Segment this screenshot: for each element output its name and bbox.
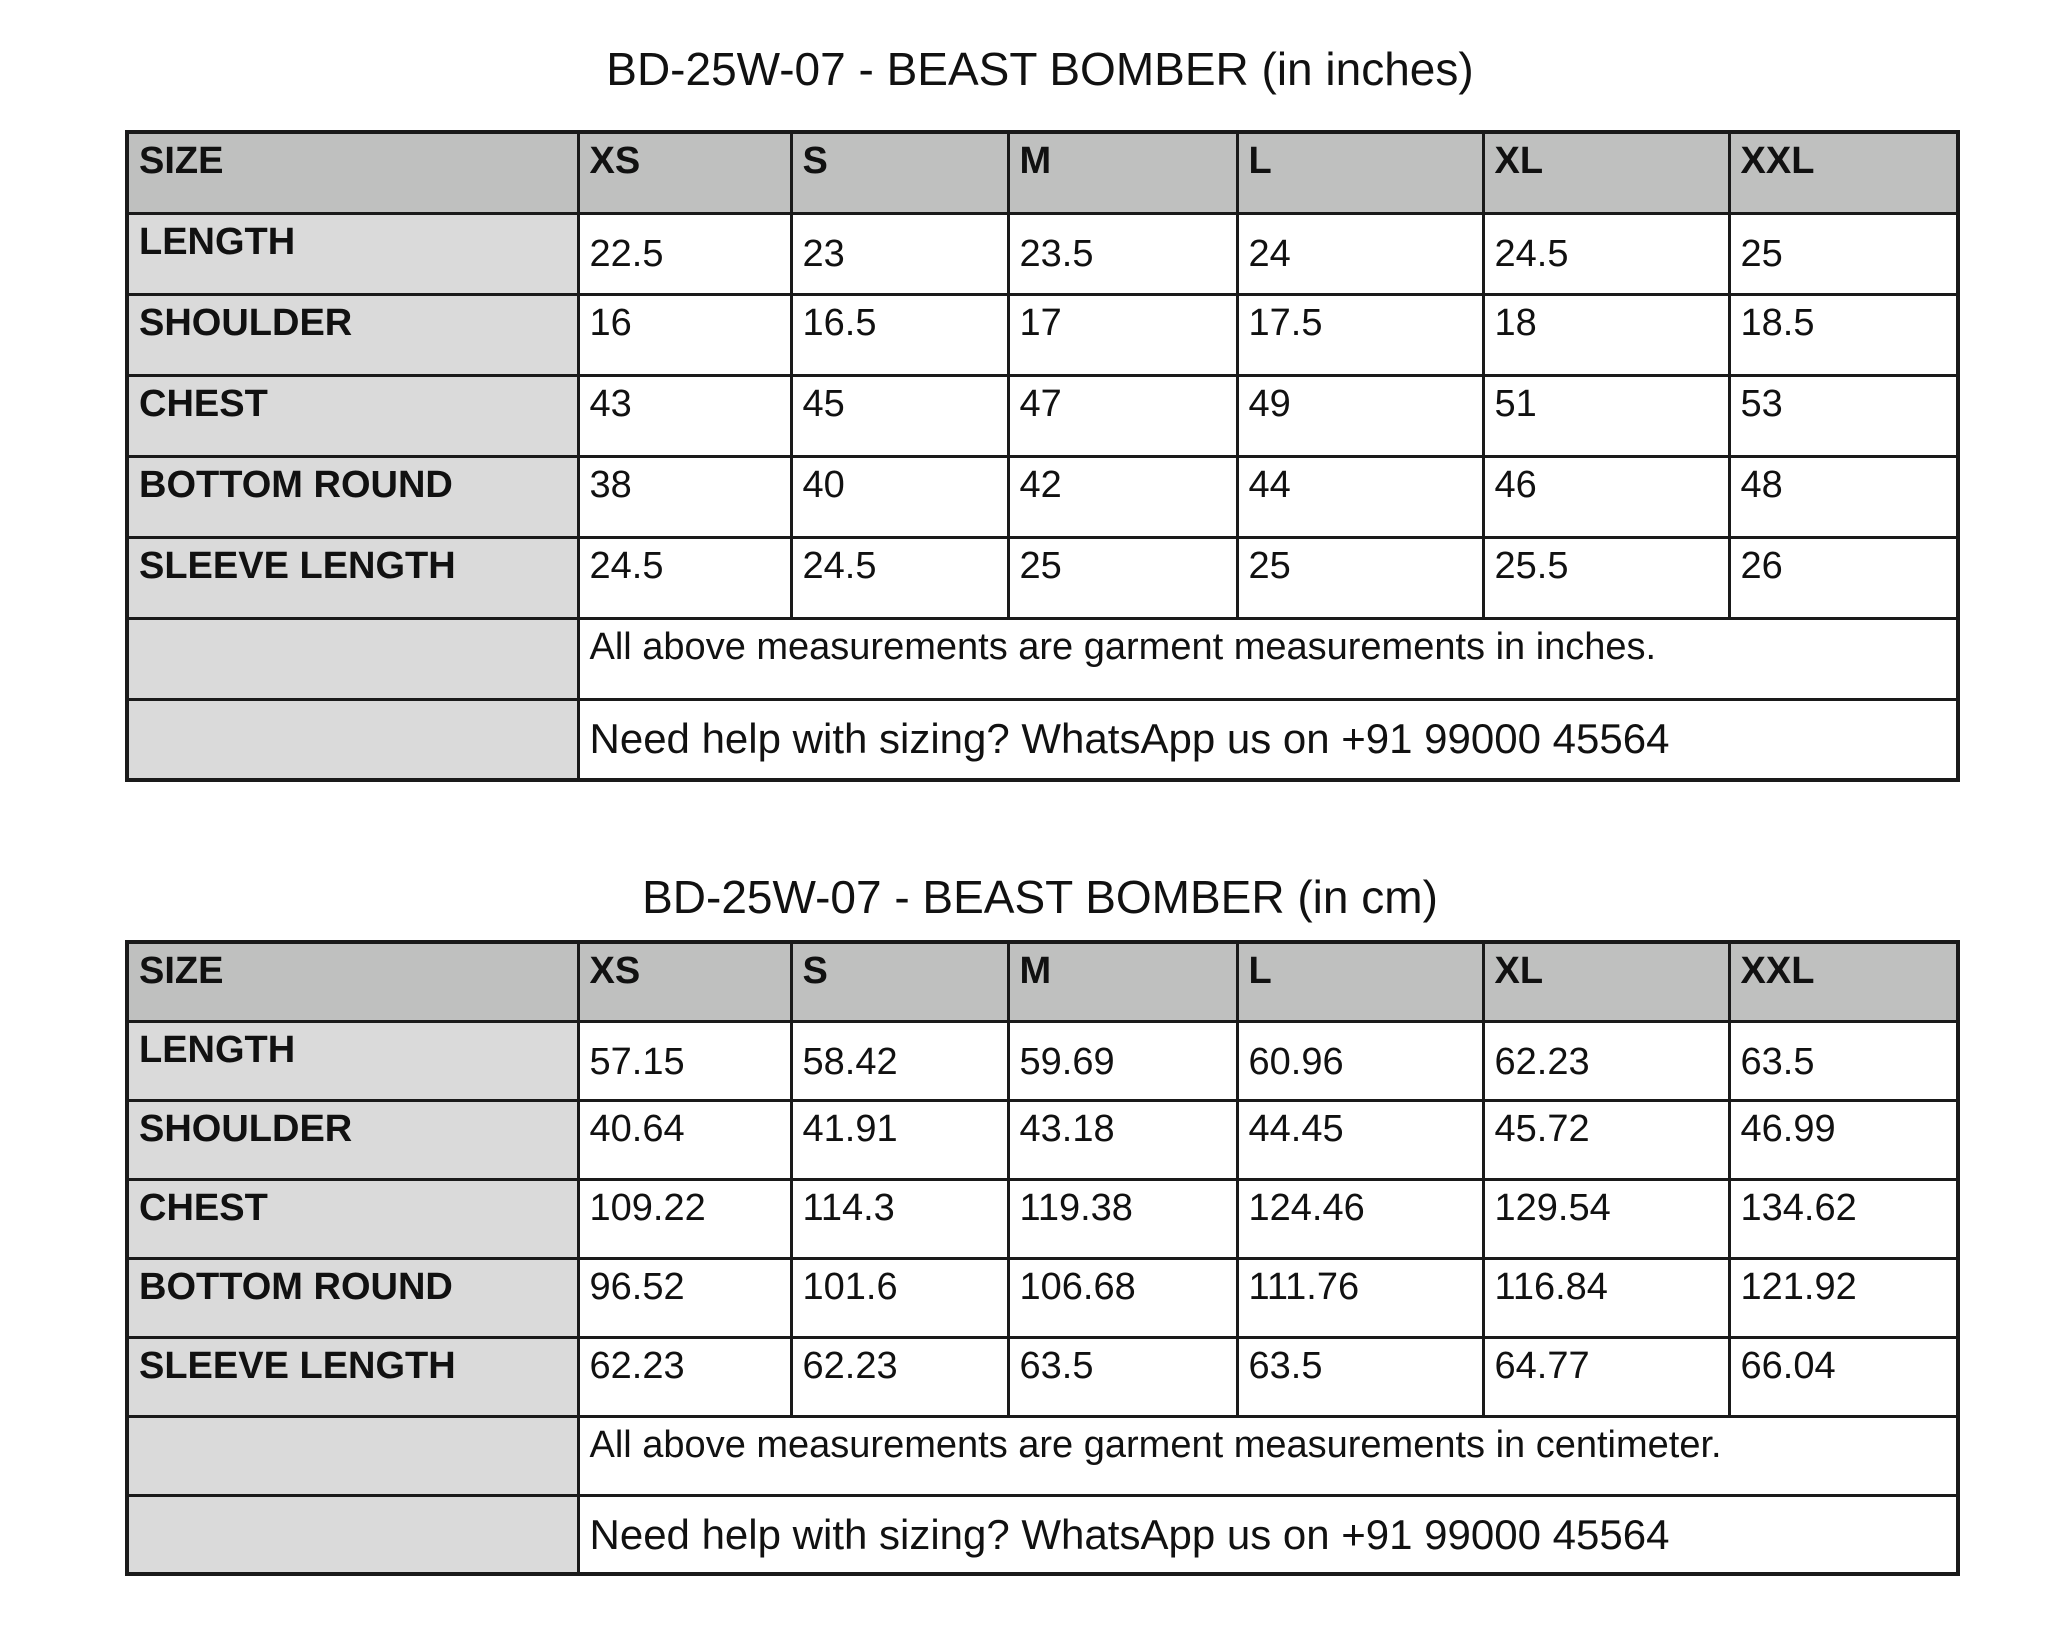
measurement-value: 53 [1729,375,1958,456]
measurement-value: 66.04 [1729,1337,1958,1416]
size-chart-cm [125,940,1960,1576]
measurement-value: 40.64 [578,1100,791,1179]
cm-table-title: BD-25W-07 - BEAST BOMBER (in cm) [642,871,1438,923]
measurement-label: SLEEVE LENGTH [127,537,578,618]
empty-label-cell [127,618,578,699]
measurement-value: 23.5 [1008,213,1237,294]
size-header: SIZE [127,942,578,1021]
size-chart-inches [125,130,1960,782]
measurement-value: 43.18 [1008,1100,1237,1179]
measurement-value: 41.91 [791,1100,1008,1179]
measurement-value: 134.62 [1729,1179,1958,1258]
measurement-row [127,1337,1958,1416]
measurement-value: 23 [791,213,1008,294]
size-column-header: L [1237,132,1483,213]
size-column-header: S [791,132,1008,213]
size-column-header: XL [1483,942,1729,1021]
measurement-value: 114.3 [791,1179,1008,1258]
measurement-value: 46 [1483,456,1729,537]
measurement-value: 106.68 [1008,1258,1237,1337]
measurement-value: 25.5 [1483,537,1729,618]
note-row [127,618,1958,699]
help-row [127,1495,1958,1574]
measurement-value: 121.92 [1729,1258,1958,1337]
measurement-value: 47 [1008,375,1237,456]
note-row [127,1416,1958,1495]
measurement-row [127,537,1958,618]
measurement-value: 57.15 [578,1021,791,1100]
measurement-row [127,375,1958,456]
measurement-label: LENGTH [127,1021,578,1100]
measurement-value: 45 [791,375,1008,456]
size-column-header: L [1237,942,1483,1021]
measurement-value: 64.77 [1483,1337,1729,1416]
measurement-row [127,294,1958,375]
size-column-header: M [1008,132,1237,213]
measurement-value: 101.6 [791,1258,1008,1337]
measurement-value: 24.5 [1483,213,1729,294]
measurement-value: 43 [578,375,791,456]
measurement-value: 63.5 [1237,1337,1483,1416]
measurement-value: 59.69 [1008,1021,1237,1100]
measurement-value: 22.5 [578,213,791,294]
measurement-value: 42 [1008,456,1237,537]
measurement-label: SHOULDER [127,1100,578,1179]
header-row [127,942,1958,1021]
measurement-value: 62.23 [1483,1021,1729,1100]
measurement-row [127,1021,1958,1100]
measurement-row [127,1179,1958,1258]
measurement-value: 119.38 [1008,1179,1237,1258]
measurement-value: 45.72 [1483,1100,1729,1179]
inches-table-title: BD-25W-07 - BEAST BOMBER (in inches) [606,43,1474,95]
measurement-value: 62.23 [791,1337,1008,1416]
measurement-value: 17.5 [1237,294,1483,375]
measurement-value: 63.5 [1008,1337,1237,1416]
measurement-value: 111.76 [1237,1258,1483,1337]
measurement-value: 96.52 [578,1258,791,1337]
measurement-value: 16.5 [791,294,1008,375]
measurement-label: SLEEVE LENGTH [127,1337,578,1416]
measurement-label: LENGTH [127,213,578,294]
empty-label-cell [127,1495,578,1574]
measurement-value: 44.45 [1237,1100,1483,1179]
measurement-value: 25 [1008,537,1237,618]
measurement-value: 46.99 [1729,1100,1958,1179]
size-column-header: XL [1483,132,1729,213]
measurement-value: 24.5 [578,537,791,618]
measurement-row [127,1100,1958,1179]
measurement-value: 17 [1008,294,1237,375]
measurement-value: 129.54 [1483,1179,1729,1258]
header-row [127,132,1958,213]
sizing-help-text: Need help with sizing? WhatsApp us on +91 99000 45564 [578,1495,1958,1574]
measurement-value: 109.22 [578,1179,791,1258]
measurement-value: 49 [1237,375,1483,456]
measurement-note: All above measurements are garment measurements in inches. [578,618,1958,699]
measurement-value: 25 [1729,213,1958,294]
measurement-value: 24.5 [791,537,1008,618]
measurement-value: 62.23 [578,1337,791,1416]
measurement-value: 18 [1483,294,1729,375]
size-column-header: XXL [1729,132,1958,213]
size-column-header: XS [578,132,791,213]
measurement-row [127,456,1958,537]
measurement-value: 18.5 [1729,294,1958,375]
empty-label-cell [127,1416,578,1495]
empty-label-cell [127,699,578,780]
measurement-value: 60.96 [1237,1021,1483,1100]
size-header: SIZE [127,132,578,213]
measurement-value: 58.42 [791,1021,1008,1100]
measurement-label: CHEST [127,1179,578,1258]
measurement-label: BOTTOM ROUND [127,1258,578,1337]
measurement-value: 44 [1237,456,1483,537]
sizing-help-text: Need help with sizing? WhatsApp us on +91 99000 45564 [578,699,1958,780]
help-row [127,699,1958,780]
size-column-header: XS [578,942,791,1021]
measurement-note: All above measurements are garment measurements in centimeter. [578,1416,1958,1495]
measurement-value: 116.84 [1483,1258,1729,1337]
measurement-value: 63.5 [1729,1021,1958,1100]
measurement-value: 25 [1237,537,1483,618]
measurement-label: CHEST [127,375,578,456]
size-column-header: XXL [1729,942,1958,1021]
measurement-row [127,213,1958,294]
measurement-value: 40 [791,456,1008,537]
measurement-value: 38 [578,456,791,537]
size-column-header: M [1008,942,1237,1021]
measurement-label: BOTTOM ROUND [127,456,578,537]
size-column-header: S [791,942,1008,1021]
measurement-value: 124.46 [1237,1179,1483,1258]
measurement-value: 24 [1237,213,1483,294]
measurement-value: 16 [578,294,791,375]
measurement-value: 26 [1729,537,1958,618]
measurement-value: 51 [1483,375,1729,456]
measurement-value: 48 [1729,456,1958,537]
measurement-label: SHOULDER [127,294,578,375]
measurement-row [127,1258,1958,1337]
